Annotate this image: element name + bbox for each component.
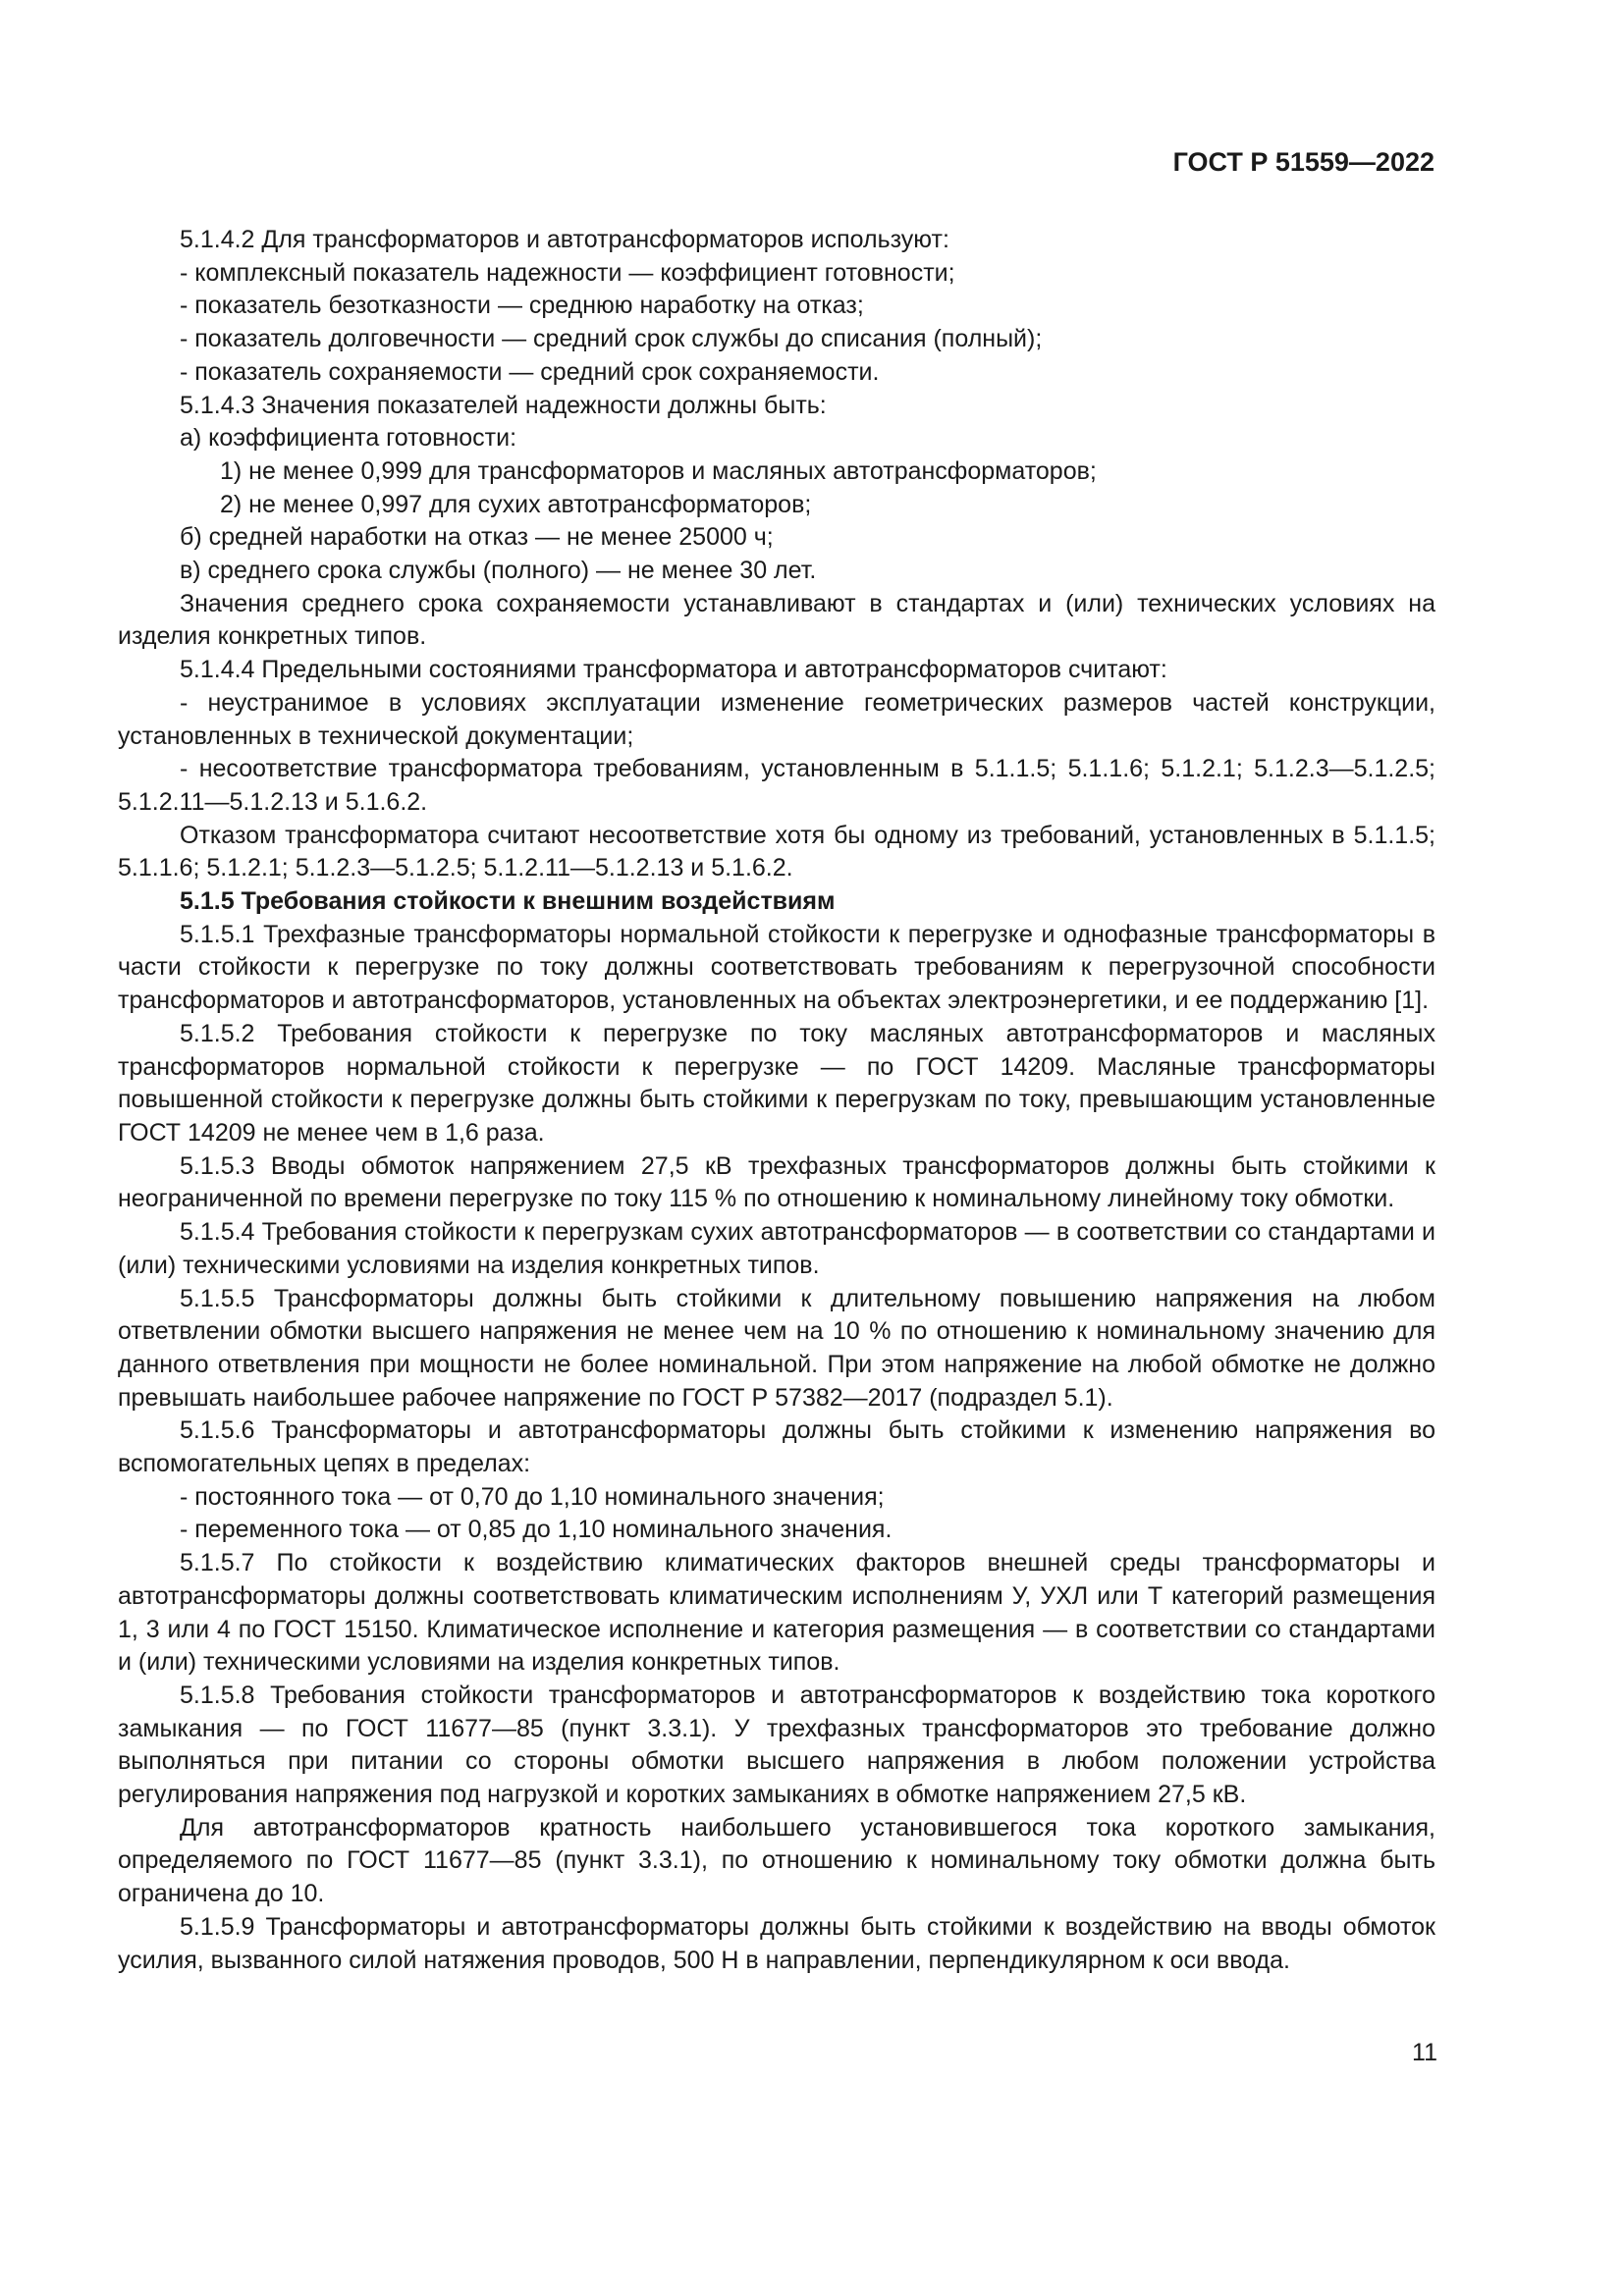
- paragraph-5-1-5-4: 5.1.5.4 Требования стойкости к перегрузкам сухих автотрансформаторов — в соответствии со стандартами и (или) техническими условиями на изделия конкретных типов.: [118, 1218, 1435, 1279]
- document-body: [118, 224, 1435, 1977]
- list-item: - показатель сохраняемости — средний срок сохраняемости.: [180, 357, 880, 386]
- page-number: 11: [1412, 2039, 1437, 2066]
- paragraph-5-1-5-6: 5.1.5.6 Трансформаторы и автотрансформаторы должны быть стойкими к изменению напряжения во вспомогательных цепях в пределах:: [118, 1416, 1435, 1478]
- list-item: - неустранимое в условиях эксплуатации изменение геометрических размеров частей конструкции, установленных в технической документации;: [118, 688, 1435, 750]
- paragraph-5-1-4-2: 5.1.4.2 Для трансформаторов и автотрансформаторов используют:: [180, 226, 949, 253]
- paragraph-5-1-5-8: 5.1.5.8 Требования стойкости трансформаторов и автотрансформаторов к воздействию тока короткого замыкания — по ГОСТ 11677—85 (пункт 3.3.1). У трехфазных трансформаторов это требование должно выполняться при питании со стороны обмотки высшего напряжения в любом положении устройства регулирования напряжения под нагрузкой и коротких замыканиях в обмотке напряжением 27,5 кВ.: [118, 1681, 1435, 1809]
- paragraph-5-1-5-1: 5.1.5.1 Трехфазные трансформаторы нормальной стойкости к перегрузке и однофазные трансформаторы в части стойкости к перегрузке по току должны соответствовать требованиям к перегрузочной способности трансформаторов и автотрансформаторов, установленных на объектах электроэнергетики, и ее поддержанию [1].: [118, 920, 1435, 1015]
- list-item: - переменного тока — от 0,85 до 1,10 номинального значения.: [180, 1516, 893, 1544]
- section-heading-5-1-5: 5.1.5 Требования стойкости к внешним воздействиям: [180, 887, 836, 916]
- paragraph-5-1-4-3: 5.1.4.3 Значения показателей надежности должны быть:: [180, 391, 827, 419]
- list-item: - показатель безотказности — среднюю наработку на отказ;: [180, 292, 864, 320]
- paragraph-5-1-5-3: 5.1.5.3 Вводы обмоток напряжением 27,5 кВ трехфазных трансформаторов должны быть стойкими к неограниченной по времени перегрузке по току 115 % по отношению к номинальному линейному току обмотки.: [118, 1151, 1435, 1213]
- paragraph-5-1-5-2: 5.1.5.2 Требования стойкости к перегрузке по току масляных автотрансформаторов и масляных трансформаторов нормальной стойкости к перегрузке — по ГОСТ 14209. Масляные трансформаторы повышенной стойкости к перегрузке должны быть стойкими к перегрузкам по току, превышающим установленные ГОСТ 14209 не менее чем в 1,6 раза.: [118, 1019, 1435, 1147]
- paragraph-5-1-5-9: 5.1.5.9 Трансформаторы и автотрансформаторы должны быть стойкими к воздействию на вводы обмоток усилия, вызванного силой натяжения проводов, 500 Н в направлении, перпендикулярном к оси ввода.: [118, 1912, 1435, 1974]
- paragraph-5-1-4-4: 5.1.4.4 Предельными состояниями трансформатора и автотрансформаторов считают:: [180, 656, 1167, 684]
- paragraph: Для автотрансформаторов кратность наибольшего установившегося тока короткого замыкания, определяемого по ГОСТ 11677—85 (пункт 3.3.1), по отношению к номинальному току обмотки должна быть ограничена до 10.: [118, 1813, 1435, 1908]
- list-item: в) среднего срока службы (полного) — не менее 30 лет.: [180, 557, 817, 585]
- paragraph-5-1-5-7: 5.1.5.7 По стойкости к воздействию климатических факторов внешней среды трансформаторы и автотрансформаторы должны соответствовать климатическим исполнениям У, УХЛ или Т категорий размещения 1, 3 или 4 по ГОСТ 15150. Климатическое исполнение и категория размещения — в соответствии со стандартами и (или) техническими условиями на изделия конкретных типов.: [118, 1549, 1435, 1677]
- paragraph-5-1-5-5: 5.1.5.5 Трансформаторы должны быть стойкими к длительному повышению напряжения на любом ответвлении обмотки высшего напряжения не менее чем на 10 % по отношению к номинальному значению для данного ответвления при мощности не более номинальной. При этом напряжение на любой обмотке не должно превышать наибольшее рабочее напряжение по ГОСТ Р 57382—2017 (подраздел 5.1).: [118, 1284, 1435, 1412]
- paragraph: Отказом трансформатора считают несоответствие хотя бы одному из требований, установленных в 5.1.1.5; 5.1.1.6; 5.1.2.1; 5.1.2.3—5.1.2.5; 5.1.2.11—5.1.2.13 и 5.1.6.2.: [118, 821, 1435, 882]
- paragraph: Значения среднего срока сохраняемости устанавливают в стандартах и (или) технических условиях на изделия конкретных типов.: [118, 589, 1435, 651]
- list-item: - постоянного тока — от 0,70 до 1,10 номинального значения;: [180, 1482, 885, 1511]
- list-item: б) средней наработки на отказ — не менее 25000 ч;: [180, 523, 774, 552]
- sub-list-item: 1) не менее 0,999 для трансформаторов и масляных автотрансформаторов;: [220, 456, 1097, 485]
- list-item: - несоответствие трансформатора требованиям, установленным в 5.1.1.5; 5.1.1.6; 5.1.2.1; 5.1.2.3—5.1.2.5; 5.1.2.11—5.1.2.13 и 5.1.6.2.: [118, 755, 1435, 816]
- list-item: - показатель долговечности — средний срок службы до списания (полный);: [180, 325, 1043, 353]
- list-item: а) коэффициента готовности:: [180, 424, 517, 453]
- sub-list-item: 2) не менее 0,997 для сухих автотрансформаторов;: [220, 490, 812, 518]
- list-item: - комплексный показатель надежности — коэффициент готовности;: [180, 258, 955, 287]
- document-id-header: ГОСТ Р 51559—2022: [1172, 147, 1435, 177]
